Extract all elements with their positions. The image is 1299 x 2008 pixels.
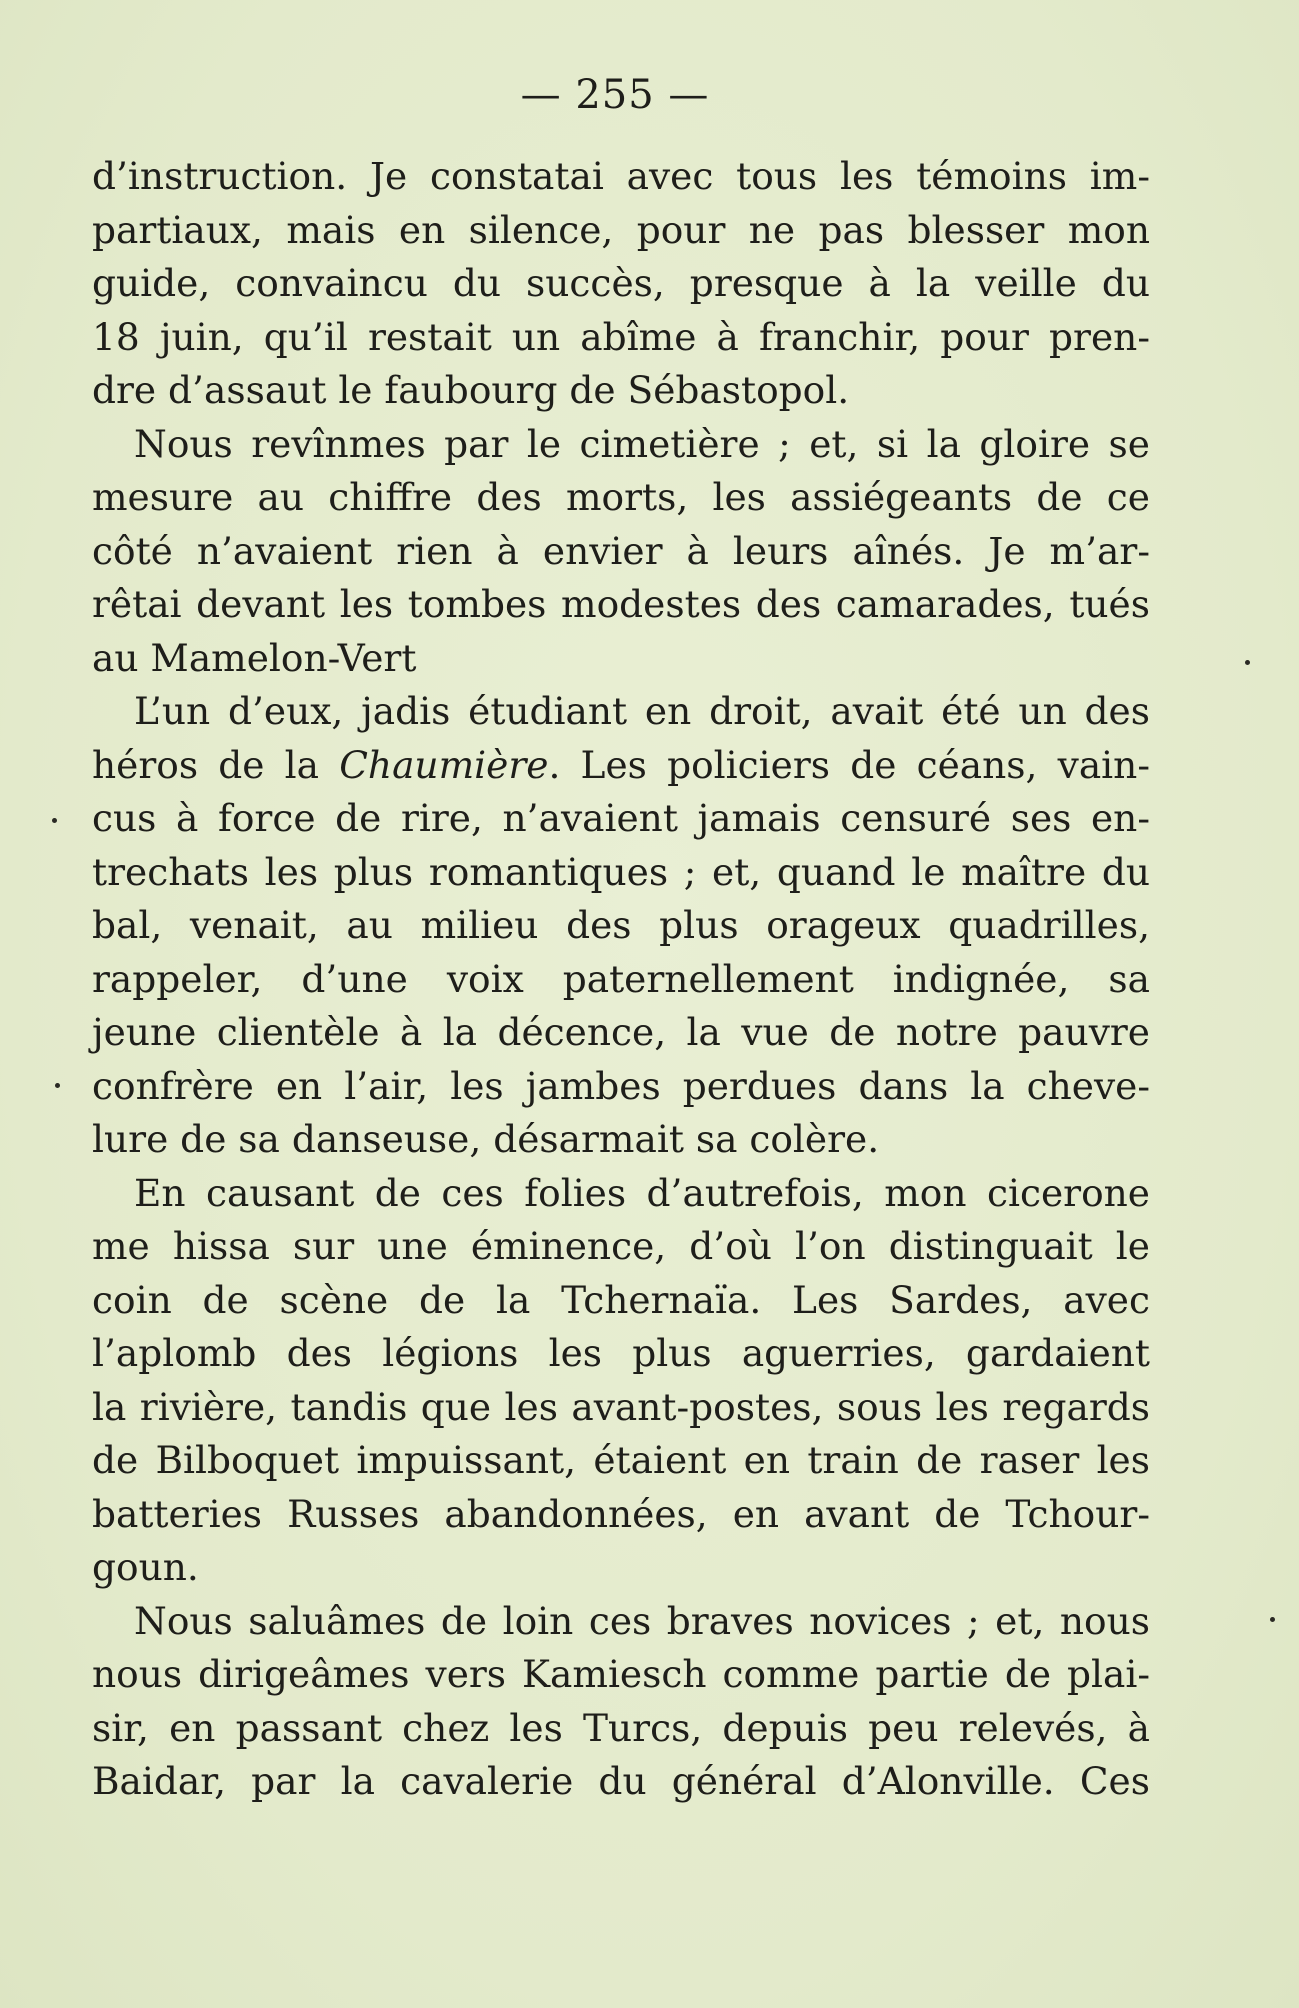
text-line: lure de sa danseuse, désarmait sa colère.: [92, 1117, 880, 1161]
text-line: côté n’avaient rien à envier à leurs aînés. Je m’ar-: [92, 528, 1150, 573]
text-line: héros de la Chaumière. Les policiers de céans, vain-: [92, 742, 1150, 787]
text-line: dre d’assaut le faubourg de Sébastopol.: [92, 368, 850, 412]
text-line: Baidar, par la cavalerie du général d’Alonville. Ces: [92, 1759, 1150, 1803]
text-line: nous dirigeâmes vers Kamiesch comme partie de plai-: [92, 1652, 1150, 1696]
text-line: rappeler, d’une voix paternellement indignée, sa: [92, 956, 1150, 1001]
text-line: Nous revînmes par le cimetière ; et, si la gloire se: [134, 421, 1150, 466]
text-line: jeune clientèle à la décence, la vue de notre pauvre: [92, 1010, 1150, 1054]
text-line: Nous saluâmes de loin ces braves novices ; et, nous: [134, 1598, 1150, 1643]
text-line: partiaux, mais en silence, pour ne pas blesser mon: [92, 207, 1150, 252]
text-line: de Bilboquet impuissant, étaient en train de raser les: [92, 1438, 1150, 1482]
print-speck: [1245, 660, 1250, 665]
text-line: bal, venait, au milieu des plus orageux quadrilles,: [92, 903, 1150, 947]
text-line: batteries Russes abandonnées, en avant de Tchour-: [92, 1491, 1150, 1536]
text-line: coin de scène de la Tchernaïa. Les Sardes, avec: [92, 1277, 1150, 1322]
text-line: d’instruction. Je constatai avec tous les témoins im-: [92, 154, 1150, 198]
text-line: goun.: [92, 1545, 199, 1589]
text-line: guide, convaincu du succès, presque à la veille du: [92, 261, 1150, 305]
text-line: cus à force de rire, n’avaient jamais censuré ses en-: [92, 796, 1150, 840]
text-line: sir, en passant chez les Turcs, depuis peu relevés, à: [92, 1705, 1150, 1750]
text-line: trechats les plus romantiques ; et, quand le maître du: [92, 849, 1150, 894]
text-line: mesure au chiffre des morts, les assiégeants de ce: [92, 475, 1150, 519]
print-speck: [55, 1083, 60, 1088]
text-line: au Mamelon-Vert: [92, 635, 417, 680]
text-line: la rivière, tandis que les avant-postes, sous les regards: [92, 1384, 1150, 1429]
text-line: me hissa sur une éminence, d’où l’on distinguait le: [92, 1224, 1150, 1268]
page-number: — 255 —: [520, 72, 710, 118]
print-speck: [1270, 1617, 1275, 1622]
text-line: l’aplomb des légions les plus aguerries, gardaient: [92, 1331, 1150, 1375]
italic-term: Chaumière: [339, 742, 549, 787]
text-line: 18 juin, qu’il restait un abîme à franchir, pour pren-: [92, 314, 1150, 359]
text-line: confrère en l’air, les jambes perdues dans la cheve-: [92, 1063, 1150, 1108]
print-speck: [52, 818, 57, 823]
text-line: En causant de ces folies d’autrefois, mon cicerone: [134, 1170, 1150, 1215]
body-text: [92, 150, 1150, 1809]
text-line: rêtai devant les tombes modestes des camarades, tués: [92, 582, 1150, 626]
text-line: L’un d’eux, jadis étudiant en droit, avait été un des: [134, 689, 1150, 733]
